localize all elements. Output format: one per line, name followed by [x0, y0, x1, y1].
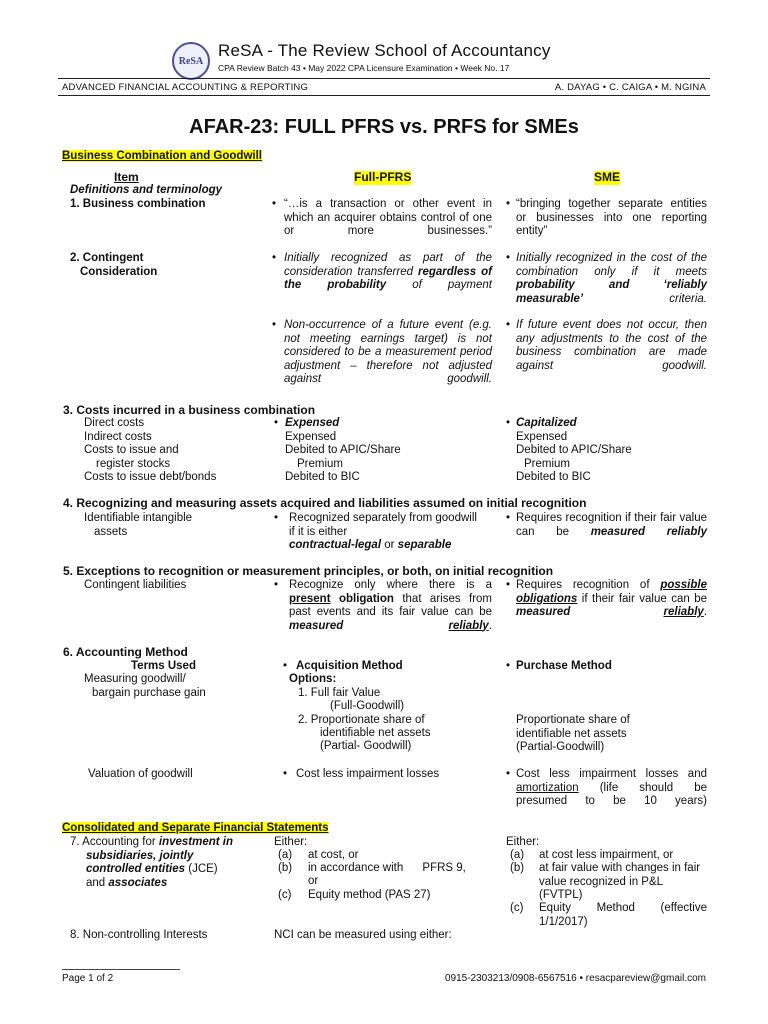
full-opt-b: in accordance with PFRS 9, — [308, 862, 466, 874]
emphasis: measured reliably — [590, 525, 707, 538]
sme-opt-c-key: (c) — [510, 902, 524, 914]
text: or — [384, 539, 395, 551]
section-heading-business-combination: Business Combination and Goodwill — [62, 150, 262, 162]
bullet: • — [274, 512, 279, 524]
row5-heading: 5. Exceptions to recognition or measurement principles, or both, on initial recognition — [63, 564, 554, 578]
sme-contingent-liabilities: Requires recognition of possible obligations if their fair value can be measured reliably. — [516, 579, 707, 618]
sme-value: Capitalized — [516, 417, 577, 429]
emphasis: associates — [108, 876, 168, 889]
terms-used: Terms Used — [131, 660, 196, 672]
option-2-note: (Partial- Goodwill) — [320, 740, 412, 752]
course-name: ADVANCED FINANCIAL ACCOUNTING & REPORTING — [62, 82, 309, 93]
full-opt-a: at cost, or — [308, 849, 359, 861]
sme-line: (Partial-Goodwill) — [516, 741, 605, 753]
text: Requires recognition of — [516, 579, 650, 591]
definitions-heading: Definitions and terminology — [70, 184, 223, 196]
sme-opt-a-key: (a) — [510, 849, 525, 861]
bullet: • — [283, 768, 288, 780]
option-1: 1. Full fair Value — [298, 687, 381, 699]
page-number: Page 1 of 2 — [62, 973, 114, 984]
options-label: Options: — [289, 673, 337, 685]
text: Cost less impairment losses and — [516, 768, 707, 780]
full-opt-c-key: (c) — [278, 889, 292, 901]
text: Recognize only where there is a — [289, 579, 492, 591]
sme-value: Debited to APIC/Share — [516, 444, 632, 456]
text: (JCE) — [188, 863, 218, 875]
full-pfrs-contingent-consideration — [284, 252, 492, 293]
header-rule-top — [58, 78, 710, 79]
cost-item: Indirect costs — [84, 430, 152, 443]
item-label: Consideration — [80, 265, 158, 278]
sme-proportionate — [516, 714, 630, 755]
cost-item: Costs to issue debt/bonds — [84, 471, 217, 483]
item-accounting-for-investments — [70, 836, 233, 890]
bullet: • — [506, 198, 511, 210]
sme-intangibles — [516, 512, 707, 539]
full-pfrs-intangibles — [289, 512, 479, 553]
full-pfrs-valuation: Cost less impairment losses — [296, 768, 440, 780]
header-rule-bottom — [58, 95, 710, 96]
item-nci: 8. Non-controlling Interests — [70, 929, 208, 941]
item-label: bargain purchase gain — [92, 686, 206, 699]
resa-logo — [172, 42, 210, 80]
row3-heading: 3. Costs incurred in a business combination — [63, 403, 316, 417]
full-pfrs-contingent-liabilities: Recognize only where there is a present obligation that arises from past events and its fair value can be measured reliably. — [289, 579, 493, 632]
bullet: • — [283, 660, 288, 672]
full-opt-b-key: (b) — [278, 862, 293, 874]
bullet: • — [506, 512, 511, 524]
emphasis: controlled entities — [86, 863, 186, 875]
cost-item: register stocks — [96, 457, 171, 470]
full-pfrs-non-occurrence: Non-occurrence of a future event (e.g. not meeting earnings target) is not considered to be a measurement period adjustment – therefore not adjusted against goodwill. — [284, 319, 492, 385]
text: of payment — [412, 279, 492, 291]
item-valuation-of-goodwill: Valuation of goodwill — [88, 768, 193, 780]
text: Recognized separately from goodwill if it is either — [289, 512, 477, 538]
full-value: Debited to APIC/Share — [285, 444, 401, 456]
batch-line: CPA Review Batch 43 • May 2022 CPA Licensure Examination • Week No. 17 — [218, 63, 510, 73]
bullet: • — [506, 660, 511, 672]
text: and — [86, 876, 106, 889]
option-1-note: (Full-Goodwill) — [330, 700, 405, 712]
contact-info: 0915-2303213/0908-6567516 • resacpareview@gmail.com — [444, 973, 706, 984]
acquisition-method: Acquisition Method — [296, 660, 403, 672]
emphasis: probability and ‘reliably measurable’ — [516, 279, 707, 305]
sme-opt-b-key: (b) — [510, 862, 525, 874]
row3-items — [84, 417, 216, 485]
bullet: • — [506, 579, 511, 591]
text: criteria. — [669, 292, 707, 305]
full-opt-b-or: or — [308, 875, 319, 887]
item-label: 2. Contingent — [70, 252, 144, 264]
section-heading-consolidated: Consolidated and Separate Financial Statements — [62, 822, 329, 834]
bullet: • — [274, 417, 279, 429]
text: (life should be presumed to be 10 years) — [516, 781, 707, 807]
bullet: • — [506, 319, 511, 331]
sme-line: Proportionate share of — [516, 714, 630, 726]
row3-full-values — [285, 417, 401, 485]
row4-heading: 4. Recognizing and measuring assets acquired and liabilities assumed on initial recognition — [63, 496, 587, 510]
item-line — [70, 863, 233, 877]
full-opt-a-key: (a) — [278, 849, 293, 861]
sme-contingent-consideration — [516, 252, 707, 306]
page-title: AFAR-23: FULL PFRS vs. PRFS for SMEs — [189, 116, 579, 138]
text: Initially recognized in the cost of the combination only if it meets — [516, 252, 707, 278]
authors: A. DAYAG • C. CAIGA • M. NGINA — [554, 82, 706, 93]
emphasis: amortization — [516, 781, 579, 794]
item-label: Identifiable intangible — [84, 512, 193, 524]
bullet: • — [506, 252, 511, 264]
item-intangible-assets — [84, 512, 192, 539]
sme-value: Expensed — [516, 430, 568, 443]
logo-text: ReSA — [178, 55, 204, 67]
item-label: assets — [94, 525, 128, 538]
cost-item: Costs to issue and — [84, 444, 179, 456]
emphasis: measured — [289, 619, 344, 632]
item-line — [70, 836, 233, 850]
full-nci: NCI can be measured using either: — [274, 929, 452, 941]
text: that arises from past events and its fair value can be — [289, 592, 493, 618]
full-either: Either: — [274, 836, 308, 848]
option-2-line2: identifiable net assets — [320, 727, 431, 739]
sme-value: Debited to BIC — [516, 471, 591, 483]
item-line — [70, 877, 233, 891]
sme-business-combination: “bringing together separate entities or businesses into one reporting entity” — [516, 198, 707, 237]
column-header-sme: SME — [594, 170, 621, 184]
item-line — [70, 850, 233, 864]
row3-sme-values — [516, 417, 632, 485]
emphasis: obligation — [338, 592, 394, 605]
sme-opt-b: at fair value with changes in fair value recognized in P&L (FVTPL) — [539, 862, 701, 901]
full-value: Debited to BIC — [285, 471, 360, 483]
bullet: • — [506, 768, 511, 780]
footer-rule — [62, 969, 180, 970]
bullet: • — [274, 579, 279, 591]
sme-line: identifiable net assets — [516, 727, 627, 740]
item-contingent-liabilities: Contingent liabilities — [84, 579, 187, 591]
emphasis: subsidiaries — [86, 849, 154, 862]
full-value: Expensed — [285, 430, 337, 443]
text: if their fair value can be — [581, 592, 707, 605]
full-pfrs-business-combination: “…is a transaction or other event in which an acquirer obtains control of one or more businesses.” — [284, 198, 492, 237]
emphasis: reliably — [663, 606, 704, 618]
emphasis: reliably — [448, 619, 489, 632]
full-opt-c: Equity method (PAS 27) — [308, 889, 431, 901]
sme-valuation — [516, 768, 707, 809]
emphasis: regardless of the probability — [284, 265, 492, 291]
full-value: Expensed — [285, 417, 340, 429]
bullet: • — [506, 417, 511, 429]
bullet: • — [272, 198, 277, 210]
sme-opt-a: at cost less impairment, or — [539, 849, 674, 861]
school-name: ReSA - The Review School of Accountancy — [218, 41, 551, 60]
text: Requires recognition if their fair value can be — [516, 512, 707, 538]
emphasis: investment in — [158, 836, 234, 848]
item-measuring-goodwill — [84, 673, 206, 700]
emphasis: separable — [397, 539, 452, 551]
column-header-item: Item — [114, 170, 139, 184]
bullet: • — [272, 319, 277, 331]
column-header-full-pfrs: Full-PFRS — [354, 170, 412, 184]
bullet: • — [272, 252, 277, 264]
sme-opt-c: Equity Method (effective 1/1/2017) — [539, 902, 707, 928]
sme-either: Either: — [506, 836, 540, 848]
sme-value: Premium — [524, 457, 571, 470]
option-2: 2. Proportionate share of — [298, 714, 425, 726]
emphasis: contractual-legal — [289, 539, 382, 551]
row6-heading: 6. Accounting Method — [63, 645, 188, 659]
purchase-method: Purchase Method — [516, 660, 612, 672]
full-value: Premium — [297, 457, 344, 470]
emphasis: measured — [516, 606, 571, 618]
emphasis: present — [289, 592, 331, 605]
emphasis: possible obligations — [516, 579, 707, 605]
item-label: Measuring goodwill/ — [84, 673, 186, 685]
item-business-combination: 1. Business combination — [70, 198, 206, 210]
cost-item: Direct costs — [84, 417, 145, 429]
emphasis: , jointly — [153, 849, 194, 862]
text: 7. Accounting for — [70, 836, 156, 848]
sme-non-occurrence: If future event does not occur, then any adjustments to the cost of the business combination are made against goodwill. — [516, 319, 707, 372]
text: Initially recognized as part of the consideration transferred — [284, 252, 492, 278]
item-contingent-consideration — [70, 252, 157, 279]
